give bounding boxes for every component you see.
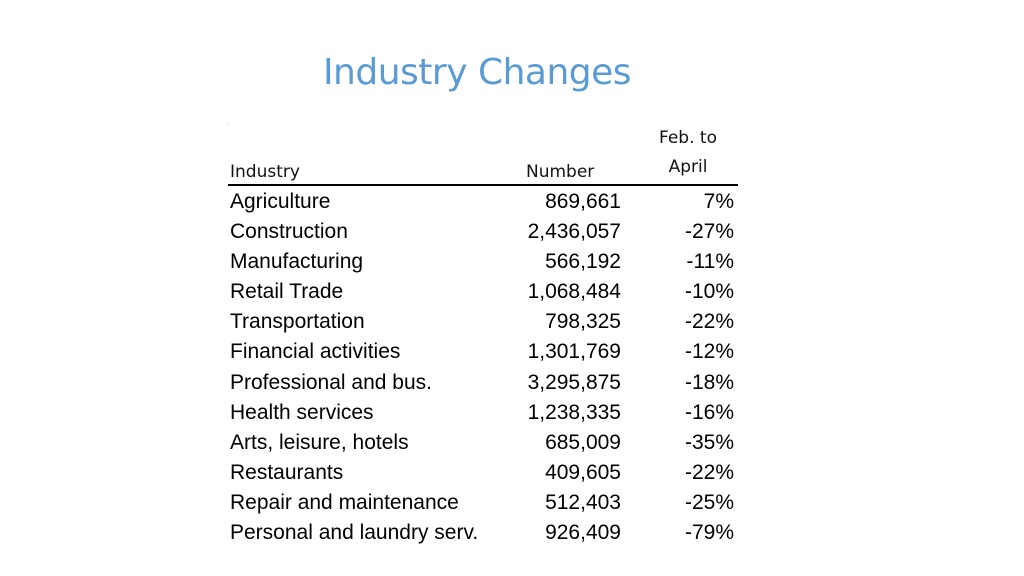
table-header [228,126,738,186]
cell-change: -22% [684,460,734,484]
cell-change: -27% [684,220,734,244]
table-row [228,248,738,278]
table-row [228,429,738,459]
cell-industry: Arts, leisure, hotels [230,430,409,454]
table-row [228,399,738,429]
cell-number: 869,661 [545,190,621,213]
cell-industry: Restaurants [230,460,344,484]
cell-change: -11% [686,250,734,274]
header-change [638,124,738,182]
table-body [228,188,738,549]
cell-industry: Retail Trade [230,280,344,304]
cell-change: -10% [684,280,734,304]
cell-number: 566,192 [545,250,621,274]
table-row [228,519,738,549]
cell-change: -35% [684,430,734,454]
cell-industry: Professional and bus. [230,370,432,394]
cell-change: -22% [684,310,734,334]
cell-number: 1,068,484 [527,280,621,304]
cell-number: 512,403 [545,490,621,514]
cell-industry: Construction [230,220,348,244]
table-row [228,188,738,218]
cell-industry: Transportation [230,310,365,334]
table-row [228,369,738,399]
cell-industry: Agriculture [230,190,331,213]
industry-table [228,126,738,549]
cell-number: 1,301,769 [527,340,621,364]
stray-dot [227,123,228,124]
table-row [228,459,738,489]
cell-number: 798,325 [545,310,621,334]
header-change-line2: April [668,157,708,177]
table-row [228,489,738,519]
header-number: Number [526,162,595,182]
table-row [228,338,738,368]
cell-change: 7% [703,190,734,213]
cell-change: -16% [684,400,734,424]
cell-industry: Health services [230,400,374,424]
cell-industry: Personal and laundry serv. [230,521,479,545]
cell-number: 2,436,057 [527,220,621,244]
cell-change: -12% [684,340,734,364]
cell-change: -79% [684,521,734,545]
cell-number: 3,295,875 [527,370,621,394]
slide-title: Industry Changes [322,52,632,93]
table-row [228,308,738,338]
header-change-line1: Feb. to [659,128,717,148]
table-row [228,218,738,248]
cell-change: -18% [684,370,734,394]
cell-number: 1,238,335 [527,400,621,424]
cell-industry: Manufacturing [230,250,364,274]
cell-number: 685,009 [545,430,621,454]
cell-industry: Repair and maintenance [230,490,459,514]
cell-number: 926,409 [545,521,621,545]
cell-industry: Financial activities [230,340,401,364]
cell-number: 409,605 [545,460,621,484]
table-row [228,278,738,308]
cell-change: -25% [684,490,734,514]
header-industry: Industry [230,162,300,182]
